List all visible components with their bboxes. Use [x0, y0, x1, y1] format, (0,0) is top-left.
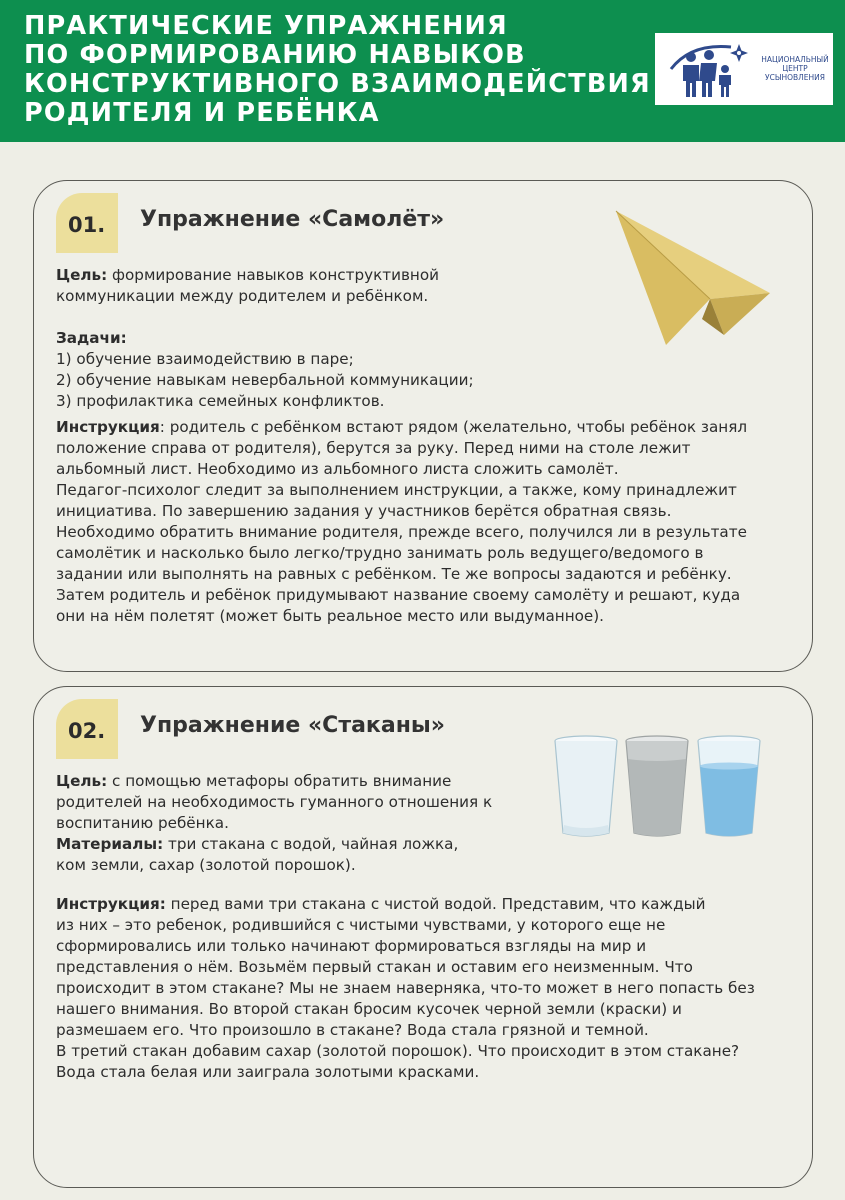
glasses-icon	[554, 735, 766, 841]
task-item: 1) обучение взаимодействию в паре;	[56, 350, 354, 368]
page-title	[24, 11, 651, 128]
exercise-number-badge	[56, 699, 118, 759]
materials-label: Материалы:	[56, 835, 164, 853]
paper-plane-icon	[614, 209, 774, 349]
exercise-instruction: Инструкция: родитель с ребёнком встают рядом (желательно, чтобы ребёнок занял положение справа от родителя), берутся за руку. Перед ними на столе лежит альбомный лист. Необходимо из альбомного листа сложить самолёт. Педагог-психолог следит за выполнением инструкции, а также, кому принадлежит инициатива. По завершению задания у участников берётся обратная связь. Необходимо обратить внимание родителя, прежде всего, получился ли в результате самолётик и насколько было легко/трудно занимать роль ведущего/ведомого в задании или выполнять на равных с ребёнком. Те же вопросы задаются и ребёнку. Затем родитель и ребёнок придумывают название своему самолёту и решают, куда они на нём полетят (может быть реальное место или выдуманное).	[56, 418, 748, 625]
adoption-center-logo	[655, 33, 833, 105]
exercise-card-2	[33, 686, 813, 1188]
title-line: КОНСТРУКТИВНОГО ВЗАИМОДЕЙСТВИЯ	[24, 69, 651, 99]
task-item: 3) профилактика семейных конфликтов.	[56, 392, 385, 410]
goal-label: Цель:	[56, 772, 108, 790]
exercise-instruction: Инструкция: перед вами три стакана с чистой водой. Представим, что каждый из них – это ребенок, родившийся с чистыми чувствами, у которого еще не сформировались или только начинают формироваться взгляды на мир и представления о нём. Возьмём первый стакан и оставим его неизменным. Что происходит в этом стакане? Мы не знаем наверняка, что-то может в него попасть без нашего внимания. Во второй стакан бросим кусочек черной земли (краски) и размешаем его. Что произошло в стакане? Вода стала грязной и темной. В третий стакан добавим сахар (золотой порошок). Что происходит в этом стакане? Вода стала белая или заиграла золотыми красками.	[56, 895, 755, 1081]
exercise-title: Упражнение «Стаканы»	[140, 713, 446, 738]
title-line: РОДИТЕЛЯ И РЕБЁНКА	[24, 98, 380, 128]
water-glass-icon	[698, 736, 760, 836]
exercise-number-badge	[56, 193, 118, 253]
instruction-label: Инструкция:	[56, 895, 166, 913]
task-item: 2) обучение навыкам невербальной коммуникации;	[56, 371, 474, 389]
exercise-tasks	[56, 328, 474, 412]
family-icon	[661, 39, 757, 101]
exercise-number: 01.	[68, 213, 106, 237]
title-line: ПО ФОРМИРОВАНИЮ НАВЫКОВ	[24, 40, 526, 70]
exercise-number: 02.	[68, 719, 106, 743]
header	[0, 0, 845, 142]
exercise-goal: Цель: с помощью метафоры обратить внимание родителей на необходимость гуманного отношения к воспитанию ребёнка.	[56, 772, 493, 832]
goal-label: Цель:	[56, 266, 108, 284]
logo-text: НАЦИОНАЛЬНЫЙ ЦЕНТР УСЫНОВЛЕНИЯ	[761, 55, 829, 82]
clear-glass-icon	[555, 736, 617, 836]
instruction-label: Инструкция	[56, 418, 160, 436]
tasks-label: Задачи:	[56, 329, 127, 347]
exercise-card-1	[33, 180, 813, 672]
title-line: ПРАКТИЧЕСКИЕ УПРАЖНЕНИЯ	[24, 11, 508, 41]
exercise-goal: Цель: формирование навыков конструктивной коммуникации между родителем и ребёнком.	[56, 266, 440, 305]
exercise-materials: Материалы: три стакана с водой, чайная ложка, ком земли, сахар (золотой порошок).	[56, 835, 459, 874]
dirty-glass-icon	[626, 736, 688, 836]
exercise-title: Упражнение «Самолёт»	[140, 207, 445, 232]
